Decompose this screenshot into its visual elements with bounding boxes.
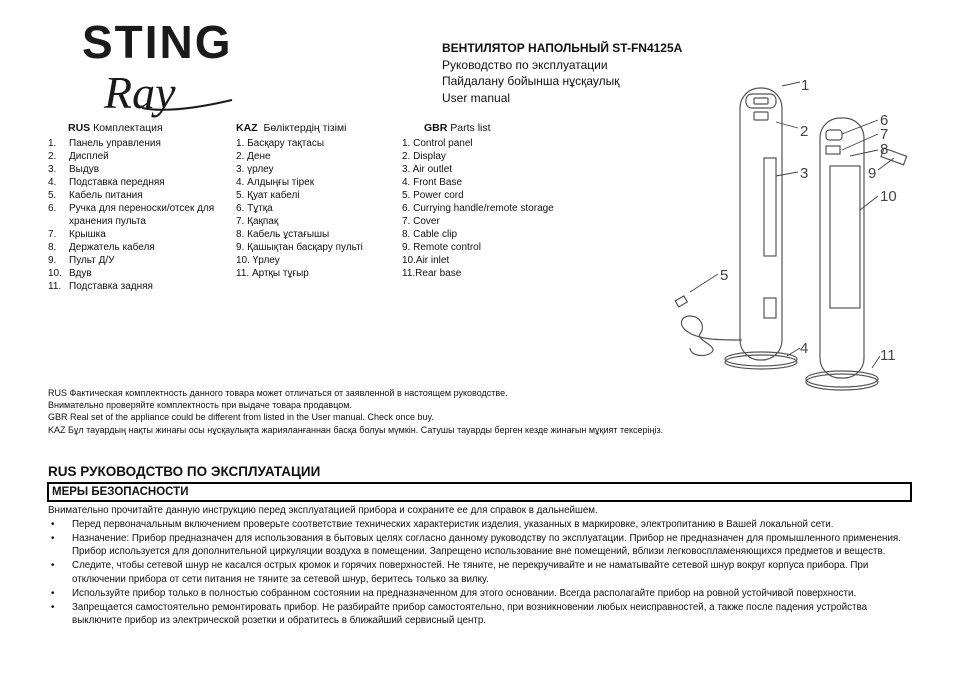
parts-list-gbr [402, 122, 572, 280]
kaz-part-item: 4. Алдыңғы тірек [236, 177, 315, 188]
safety-bullet [48, 601, 908, 629]
callout-7: 7 [880, 126, 889, 143]
parts-heading-gbr: Parts list [450, 122, 491, 134]
item-number: 1. [48, 138, 57, 149]
item-label: Кабель питания [69, 190, 143, 201]
item-number: 2. [48, 151, 57, 162]
section-title: RUS РУКОВОДСТВО ПО ЭКСПЛУАТАЦИИ [48, 464, 321, 479]
item-number: 5. [48, 190, 57, 201]
bullet-marker: • [51, 601, 55, 613]
item-label: Выдув [69, 164, 100, 175]
item-label: Пульт Д/У [69, 255, 115, 266]
gbr-part-item: 5. Power cord [402, 190, 464, 201]
safety-bullet [48, 532, 908, 560]
note-line: Внимательно проверяйте комплектность при выдаче товара продавцом. [48, 400, 352, 411]
rus-part-item [48, 267, 228, 280]
item-number: 7. [48, 229, 57, 240]
callout-5: 5 [720, 267, 729, 284]
lang-code-gbr: GBR [424, 122, 448, 134]
callout-4: 4 [800, 340, 809, 357]
kaz-part-item: 3. үрлеу [236, 164, 274, 175]
rus-part-item [48, 163, 228, 176]
safety-bullets [48, 518, 908, 628]
gbr-part-item: 6. Currying handle/remote storage [402, 203, 554, 214]
power-cord [681, 316, 742, 355]
gbr-part-item: 7. Cover [402, 216, 440, 227]
note-line: KAZ Бұл тауардың нақты жинағы осы нұсқаулықта жарияланғаннан басқа болуы мүмкін. Сатушы тауарды берген кезде жинағын мұқият тексеріңіз. [48, 424, 664, 435]
logo-script: Ray [104, 67, 176, 118]
kaz-part-item: 6. Тұтқа [236, 203, 273, 214]
rus-part-item [48, 176, 228, 189]
rus-part-item [48, 150, 228, 163]
gbr-part-item: 9. Remote control [402, 242, 481, 253]
rus-part-item [48, 137, 228, 150]
bullet-marker: • [51, 560, 55, 572]
fan-diagram [660, 70, 910, 400]
item-label: Вдув [69, 268, 92, 279]
safety-body [48, 504, 908, 628]
kaz-part-item: 1. Басқару тақтасы [236, 138, 325, 149]
display [754, 112, 768, 120]
gbr-part-item: 1. Control panel [402, 138, 473, 149]
bullet-text: Следите, чтобы сетевой шнур не касался острых кромок и горячих поверхностей. Не тяните, не перекручивайте и не наматывайте сетевой шнур вокруг корпуса прибора. При отключении прибора от сети питания не тяните за сетевой шнур, беритесь только за вилку. [72, 560, 869, 585]
bullet-marker: • [51, 587, 55, 599]
kaz-part-item: 8. Кабель ұстағышы [236, 229, 330, 240]
gbr-part-item: 10.Air inlet [402, 255, 450, 266]
gbr-part-item: 8. Cable clip [402, 229, 458, 240]
safety-bullet [48, 587, 908, 601]
completeness-notes [48, 387, 748, 436]
bullet-text: Запрещается самостоятельно ремонтировать прибор. Не разбирайте прибор самостоятельно, при возникновении любых неисправностей, а также после падения устройства выключите прибор из электрической розетки и обратитесь в ближайший сервисный центр. [72, 601, 868, 627]
callout-11: 11 [880, 347, 896, 364]
gbr-part-item: 3. Air outlet [402, 164, 453, 175]
gbr-part-item: 11.Rear base [402, 268, 462, 279]
control-panel [746, 94, 776, 108]
item-label: Крышка [69, 229, 106, 240]
parts-heading-kaz: Бөліктердің тізімі [263, 122, 347, 134]
logo-wordmark: STING [82, 18, 233, 68]
air-outlet [764, 158, 776, 256]
item-label: Подставка задняя [69, 281, 153, 292]
safety-bullet [48, 518, 908, 532]
item-label: Подставка передняя [69, 177, 165, 188]
rus-part-item [48, 189, 228, 202]
rus-part-item [48, 241, 228, 254]
rus-part-item [48, 228, 228, 241]
air-inlet [830, 166, 860, 308]
sting-ray-logo [82, 18, 272, 118]
callout-3: 3 [800, 165, 809, 182]
lang-code-kaz: KAZ [236, 122, 258, 134]
callout-6: 6 [880, 112, 889, 129]
bullet-text: Перед первоначальным включением проверьте соответствие технических характеристик изделия, указанных в маркировке, электропитанию в Вашей локальной сети. [72, 518, 834, 530]
rus-part-item [48, 254, 228, 267]
kaz-part-item: 2. Дене [236, 151, 271, 162]
item-label: Ручка для переноски/отсек для хранения пульта [69, 203, 215, 227]
kaz-items [236, 137, 396, 280]
note-line: GBR Real set of the appliance could be different from listed in the User manual. Check once buy. [48, 412, 434, 423]
item-number: 4. [48, 177, 57, 188]
callout-2: 2 [800, 123, 809, 140]
item-label: Дисплей [69, 151, 109, 162]
carrying-handle [826, 130, 842, 140]
kaz-part-item: 9. Қашықтан басқару пульті [236, 242, 363, 253]
lang-code-rus: RUS [68, 122, 91, 134]
callout-8: 8 [880, 141, 889, 158]
header-line-1: Руководство по эксплуатации [442, 57, 608, 72]
callout-1: 1 [801, 77, 810, 94]
safety-heading-box: МЕРЫ БЕЗОПАСНОСТИ [47, 482, 912, 502]
item-number: 6. [48, 203, 57, 214]
kaz-part-item: 11. Артқы тұғыр [236, 268, 309, 279]
header-line-2: Пайдалану бойынша нұсқаулық [442, 74, 620, 88]
kaz-part-item: 5. Қуат кабелі [236, 190, 300, 201]
front-base [725, 355, 797, 369]
item-number: 8. [48, 242, 57, 253]
item-number: 9. [48, 255, 57, 266]
note-line: RUS Фактическая комплектность данного товара может отличаться от заявленной в настоящем руководстве. [48, 388, 508, 398]
gbr-part-item: 4. Front Base [402, 177, 463, 188]
callout-9: 9 [868, 165, 877, 182]
parts-heading-rus: Комплектация [93, 122, 163, 134]
bullet-text: Используйте прибор только в полностью собранном состоянии на предназначенном для этого основании. Всегда располагайте прибор на ровной устойчивой поверхности. [72, 587, 857, 599]
kaz-part-item: 10. Үрлеу [236, 255, 280, 266]
item-label: Панель управления [69, 138, 161, 149]
safety-bullet [48, 559, 908, 587]
item-number: 11. [48, 281, 62, 292]
product-title: ВЕНТИЛЯТОР НАПОЛЬНЫЙ ST-FN4125A [442, 41, 683, 55]
parts-list-kaz [236, 122, 396, 280]
intro-paragraph: Внимательно прочитайте данную инструкцию перед эксплуатацией прибора и сохраните ее для справок в дальнейшем. [48, 505, 598, 516]
item-label: Держатель кабеля [69, 242, 155, 253]
gbr-part-item: 2. Display [402, 151, 446, 162]
rus-items [48, 137, 228, 293]
gbr-items [402, 137, 572, 280]
item-number: 10. [48, 268, 62, 279]
rus-part-item [48, 202, 228, 228]
header-line-3: User manual [442, 90, 511, 105]
bullet-text: Назначение: Прибор предназначен для использования в бытовых целях согласно данному руководству по эксплуатации. Прибор не предназначен для промышленного применения. Прибор используется для дополнительной циркуляции воздуха в помещении. Запрещено использование вне помещений, вблизи легковоспламеняющихся предметов и веществ. [72, 532, 901, 558]
kaz-part-item: 7. Қақпақ [236, 216, 279, 227]
item-number: 3. [48, 164, 57, 175]
callout-10: 10 [880, 188, 897, 205]
rear-fan-body [820, 118, 864, 378]
bullet-marker: • [51, 532, 55, 544]
bullet-marker: • [51, 518, 55, 530]
rus-part-item [48, 280, 228, 293]
parts-list-rus [48, 122, 228, 293]
